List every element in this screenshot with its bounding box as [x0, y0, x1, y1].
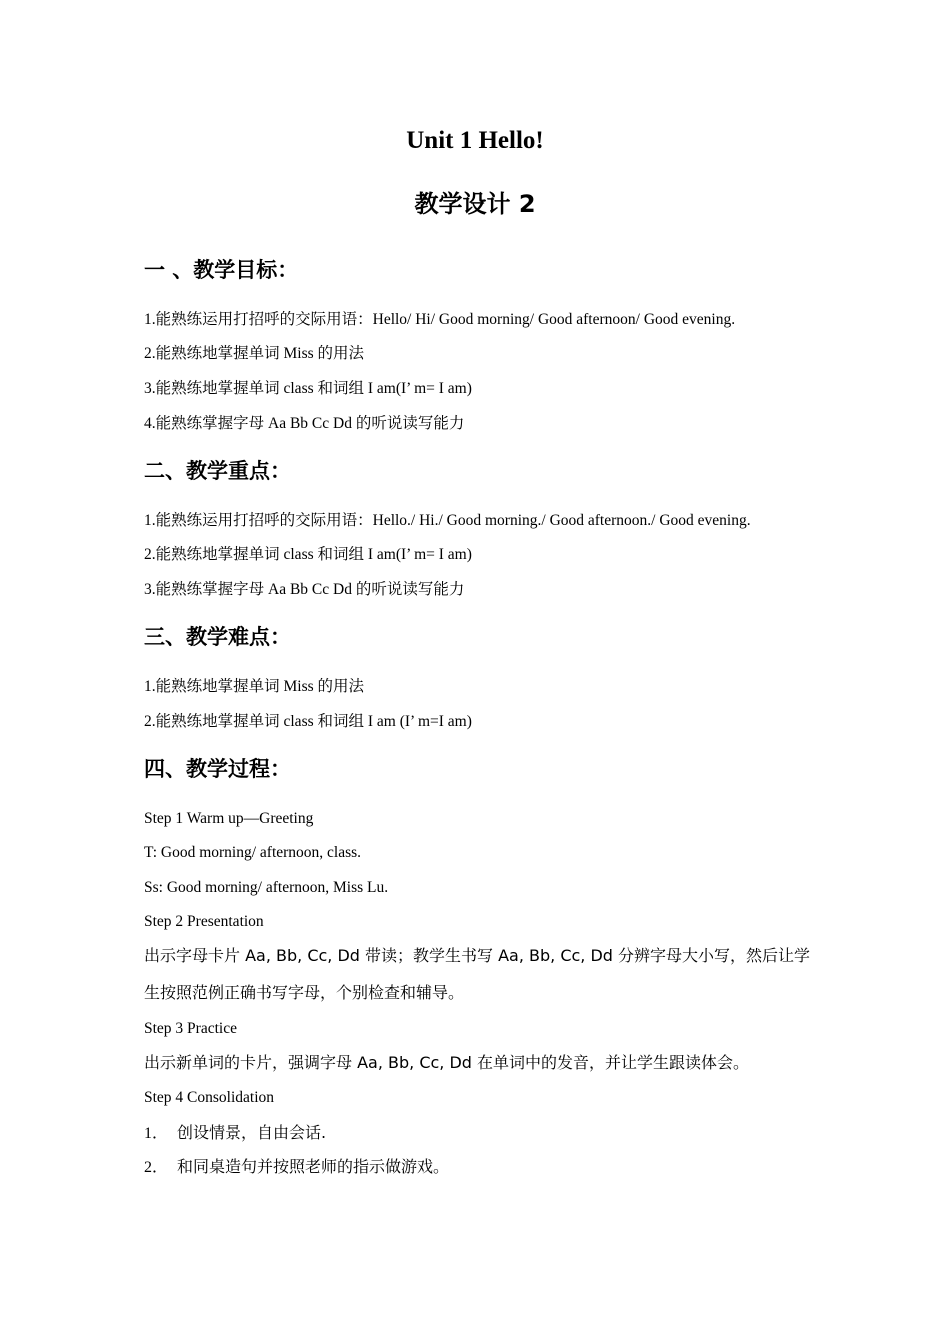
section-heading-objectives: 一 、教学目标： — [144, 258, 299, 282]
step-3-title: Step 3 Practice — [144, 1020, 237, 1037]
key-point-item-2: 2.能熟练地掌握单词 class 和词组 I am(I’ m= I am) — [144, 546, 472, 563]
objective-item-2: 2.能熟练地掌握单词 Miss 的用法 — [144, 345, 365, 362]
difficulty-item-2: 2.能熟练地掌握单词 class 和词组 I am (I’ m=I am) — [144, 713, 472, 730]
objective-item-4: 4.能熟练掌握字母 Aa Bb Cc Dd 的听说读写能力 — [144, 415, 465, 432]
section-heading-key-points: 二、教学重点： — [144, 459, 291, 483]
section-heading-difficulties: 三、教学难点： — [144, 625, 291, 649]
step-2-title: Step 2 Presentation — [144, 913, 264, 930]
step-1-title: Step 1 Warm up—Greeting — [144, 810, 314, 827]
step-3-description: 出示新单词的卡片，强调字母 Aa, Bb, Cc, Dd 在单词中的发音，并让学生跟读体会。 — [144, 1053, 750, 1072]
difficulty-item-1: 1.能熟练地掌握单词 Miss 的用法 — [144, 678, 365, 695]
step-2-description: 出示字母卡片 Aa, Bb, Cc, Dd 带读；教学生书写 Aa, Bb, Cc, Dd 分辨字母大小写，然后让学生按照范例正确书写字母，个别检查和辅导。 — [144, 946, 811, 1002]
consolidation-item-number: 2． — [144, 1159, 169, 1176]
dialog-teacher-line: T: Good morning/ afternoon, class. — [144, 844, 362, 861]
objective-item-1: 1.能熟练运用打招呼的交际用语：Hello/ Hi/ Good morning/ Good afternoon/ Good evening. — [144, 311, 736, 328]
consolidation-item-2 — [144, 1156, 449, 1179]
section-heading-process: 四、教学过程： — [144, 757, 291, 781]
key-point-item-1: 1.能熟练运用打招呼的交际用语：Hello./ Hi./ Good morning./ Good afternoon./ Good evening. — [144, 512, 751, 529]
objective-item-3: 3.能熟练地掌握单词 class 和词组 I am(I’ m= I am) — [144, 380, 472, 397]
consolidation-item-1 — [144, 1122, 326, 1145]
document-title: Unit 1 Hello! — [406, 127, 544, 154]
dialog-students-line: Ss: Good morning/ afternoon, Miss Lu. — [144, 879, 389, 896]
step-4-title: Step 4 Consolidation — [144, 1089, 275, 1106]
document-subtitle: 教学设计 2 — [414, 190, 536, 218]
consolidation-item-text: 和同桌造句并按照老师的指示做游戏。 — [177, 1157, 450, 1176]
consolidation-item-number: 1． — [144, 1125, 169, 1142]
key-point-item-3: 3.能熟练掌握字母 Aa Bb Cc Dd 的听说读写能力 — [144, 581, 465, 598]
consolidation-item-text: 创设情景，自由会话. — [177, 1123, 327, 1142]
